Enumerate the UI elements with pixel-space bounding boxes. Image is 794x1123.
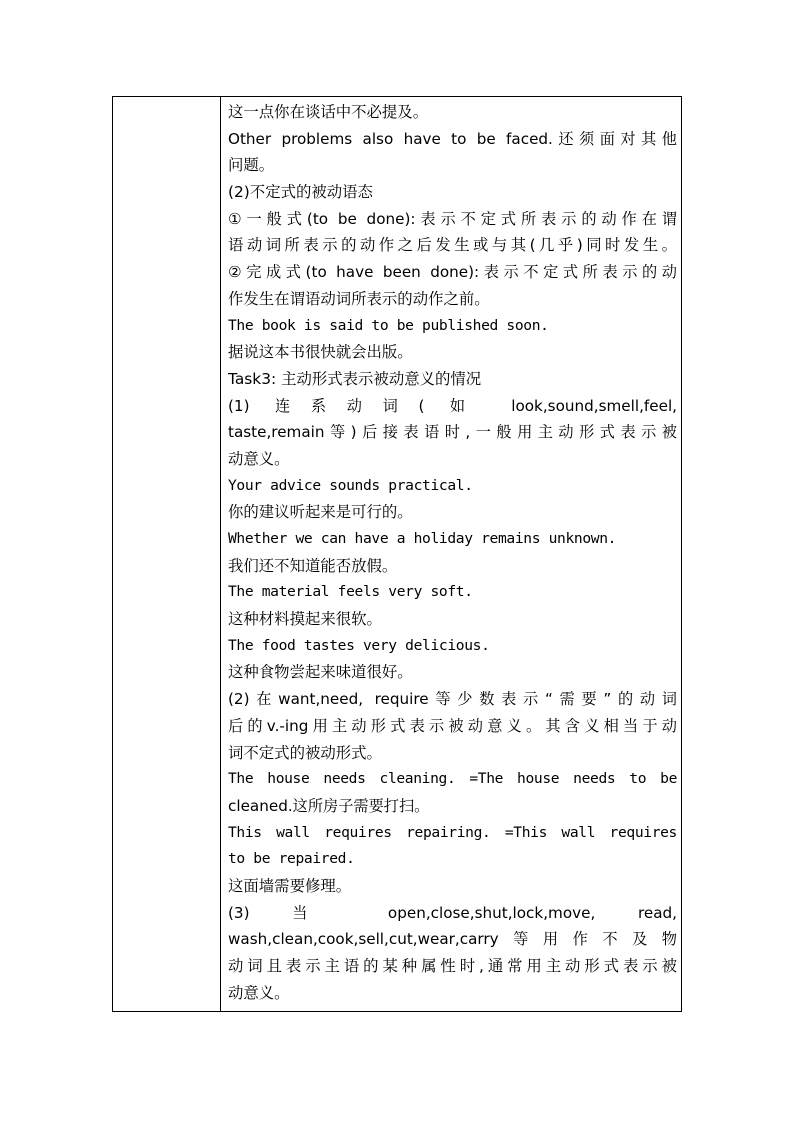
text-line: Whether we can have a holiday remains unknown. — [228, 530, 617, 547]
text-line: 你的建议听起来是可行的。 — [228, 503, 413, 522]
text-line: 这面墙需要修理。 — [228, 876, 352, 895]
text-line: 动意义。 — [228, 449, 290, 468]
text-line: This wall requires repairing. =This wall requires — [228, 823, 677, 841]
table-right-cell — [221, 97, 681, 1011]
text-line: taste,remain等)后接表语时,一般用主动形式表示被 — [228, 423, 677, 442]
text-line: 这种材料摸起来很软。 — [228, 610, 382, 629]
text-line: The house needs cleaning. =The house needs to be — [228, 770, 677, 788]
text-line: The book is said to be published soon. — [228, 316, 549, 334]
text-line: (2)在want,need, require等少数表示“需要”的动词 — [228, 690, 677, 709]
text-line: The food tastes very delicious. — [228, 636, 490, 654]
text-line: (1) 连系动词( 如 look,sound,smell,feel, — [228, 396, 677, 415]
text-line: Task3: 主动形式表示被动意义的情况 — [228, 369, 482, 388]
text-line: The material feels very soft. — [228, 583, 473, 601]
text-line: wash,clean,cook,sell,cut,wear,carry等用作不及物 — [228, 930, 677, 949]
text-line: to be repaired. — [228, 850, 355, 868]
text-line: 语动词所表示的动作之后发生或与其(几乎)同时发生。 — [228, 236, 677, 255]
text-line: ②完成式(to have been done):表示不定式所表示的动 — [228, 263, 677, 282]
text-line: cleaned.这所房子需要打扫。 — [228, 796, 430, 815]
text-line: 这一点你在谈话中不必提及。 — [228, 103, 429, 121]
text-line: 问题。 — [228, 156, 275, 175]
text-line: ①一般式(to be done):表示不定式所表示的动作在谓 — [228, 209, 677, 228]
text-line: (3) 当 open,close,shut,lock,move, read, — [228, 903, 677, 922]
content-table — [112, 96, 682, 1012]
text-line: 据说这本书很快就会出版。 — [228, 343, 413, 362]
text-line: Other problems also have to be faced.还须面对其他 — [228, 129, 677, 148]
text-line: 动词且表示主语的某种属性时,通常用主动形式表示被 — [228, 957, 677, 975]
text-line: Your advice sounds practical. — [228, 476, 473, 494]
text-line: (2)不定式的被动语态 — [228, 183, 373, 202]
text-line: 词不定式的被动形式。 — [228, 743, 382, 762]
text-line: 作发生在谓语动词所表示的动作之前。 — [228, 289, 490, 308]
text-line: 后的v.-ing用主动形式表示被动意义。其含义相当于动 — [228, 716, 677, 735]
text-line: 我们还不知道能否放假。 — [228, 556, 398, 575]
text-line: 这种食物尝起来味道很好。 — [228, 663, 413, 682]
text-line: 动意义。 — [228, 983, 290, 1002]
table-left-cell — [113, 97, 221, 1011]
